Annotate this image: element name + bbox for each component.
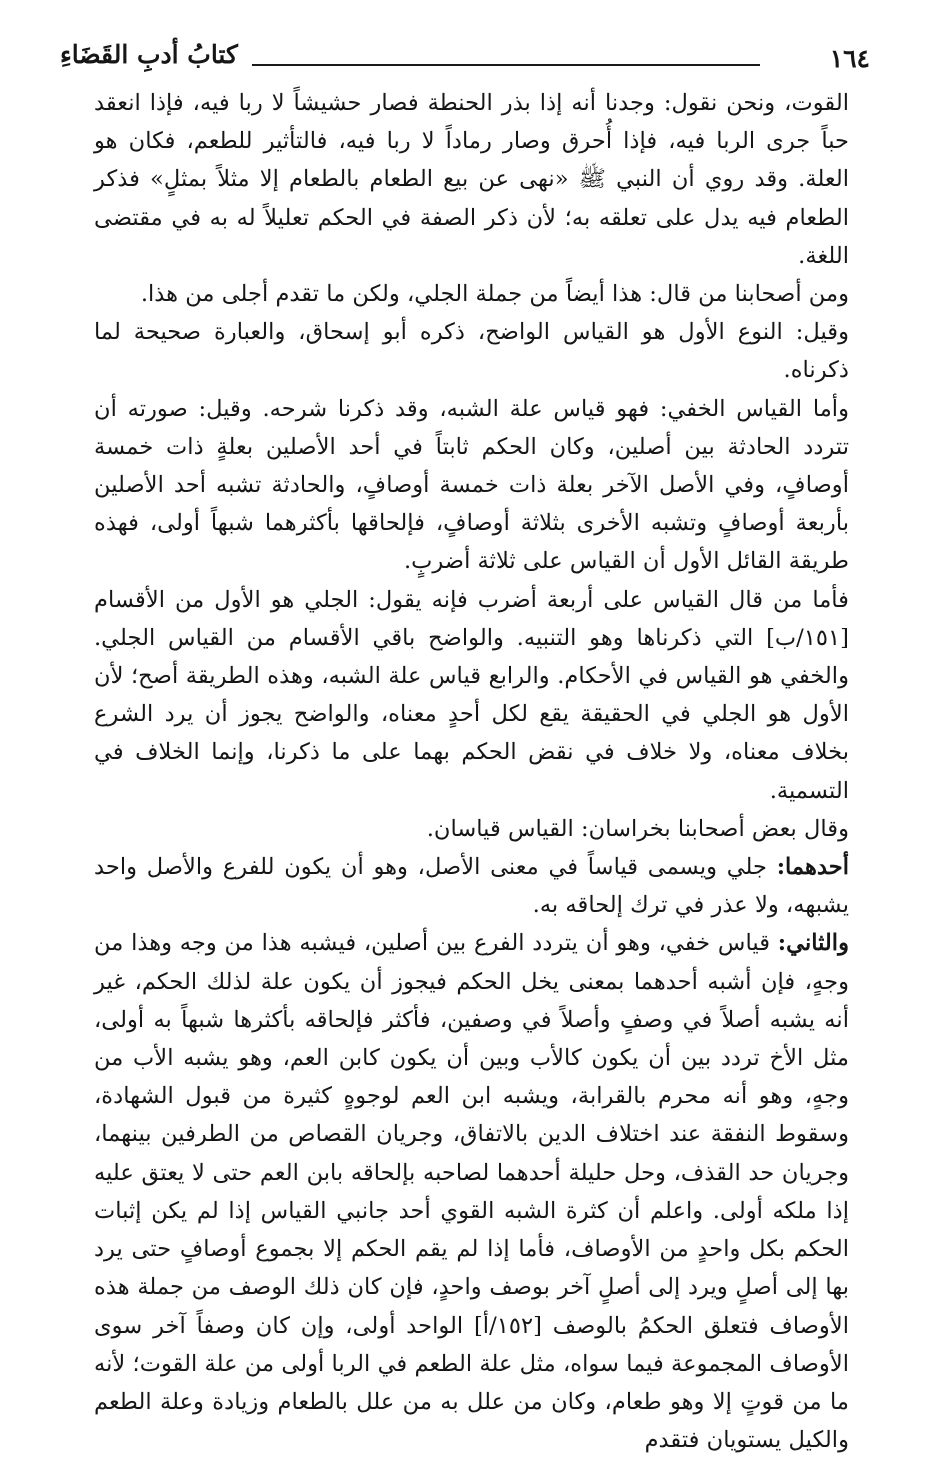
paragraph: ومن أصحابنا من قال: هذا أيضاً من جملة الجلي، ولكن ما تقدم أجلى من هذا. xyxy=(140,281,849,308)
paragraph-body: جلي ويسمى قياساً في معنى الأصل، وهو أن يكون للفرع والأصل واحد يشبهه، ولا عذر في ترك إلحاقه به. xyxy=(94,854,849,919)
page-header xyxy=(60,38,870,84)
paragraph-lead: أحدهما: xyxy=(776,854,849,881)
paragraph-lead: والثاني: xyxy=(777,930,849,957)
body-text xyxy=(94,84,849,1454)
paragraph-body: قياس خفي، وهو أن يتردد الفرع بين أصلين، فيشبه هذا من وجه وهذا من وجهٍ، فإن أشبه أحدهما بمعنى يخل الحكم فيجوز أن يكون علة لذلك الحكم، غير أنه يشبه أصلاً في وصفٍ وأصلاً في وصفين، فأكثر فإلحاقه بأكثرها شبهاً به أولى، مثل الأخ تردد بين أن يكون كالأب وبين أن يكون كابن العم، وهو يشبه الأب من وجهٍ، وهو أنه محرم بالقرابة، ويشبه ابن العم لوجوهٍ كثيرة من قبول الشهادة، وسقوط النفقة عند اختلاف الدين بالاتفاق، وجريان القصاص من الطرفين بينهما، وجريان حد القذف، وحل حليلة أحدهما لصاحبه بإلحاقه بابن العم حتى لا يعتق عليه إذا ملكه أولى. واعلم أن كثرة الشبه القوي أحد جانبي القياس إذا لم يكن إثبات الحكم بكل واحدٍ من الأوصاف، فأما إذا لم يقم الحكم إلا بجموع أوصافٍ حتى يرد بها إلى أصلٍ ويرد إلى أصلٍ آخر بوصف واحدٍ، فإن كان ذلك الوصف من جملة هذه الأوصاف فتعلق الحكمُ بالوصف [١٥٢/أ] الواحد أولى، وإن كان وصفاً آخر سوى الأوصاف المجموعة فيما سواه، مثل علة الطعم في الربا أولى من علة القوت؛ لأنه ما من قوتٍ إلا وهو طعام، وكان من علل به من علل بالطعام وزيادة وعلة الطعم والكيل يستويان فتقدم xyxy=(94,930,849,1454)
paragraph: وقيل: النوع الأول هو القياس الواضح، ذكره أبو إسحاق، والعبارة صحيحة لما ذكرناه. xyxy=(94,319,849,384)
paragraph xyxy=(94,848,849,924)
paragraph xyxy=(94,924,849,1459)
paragraph: القوت، ونحن نقول: وجدنا أنه إذا بذر الحنطة فصار حشيشاً لا ربا فيه، فإذا انعقد حباً جرى الربا فيه، فإذا أُحرق وصار رماداً لا ربا فيه، فالتأثير للطعم، فكان هو العلة. وقد روي أن النبي ﷺ «نهى عن بيع الطعام بالطعام إلا مثلاً بمثلٍ» فذكر الطعام فيه يدل على تعلقه به؛ لأن ذكر الصفة في الحكم تعليلاً له به في مقتضى اللغة. xyxy=(94,90,849,269)
paragraph: وأما القياس الخفي: فهو قياس علة الشبه، وقد ذكرنا شرحه. وقيل: صورته أن تتردد الحادثة بين أصلين، وكان الحكم ثابتاً في أحد الأصلين بعلةٍ ذات خمسة أوصافٍ، وفي الأصل الآخر بعلة ذات خمسة أوصافٍ، والحادثة تشبه أحد الأصلين بأربعة أوصافٍ وتشبه الأخرى بثلاثة أوصافٍ، فإلحاقها بأكثرهما شبهاً أولى، فهذه طريقة القائل الأول أن القياس على ثلاثة أضربٍ. xyxy=(94,395,849,575)
header-rule xyxy=(252,64,760,66)
running-title: كتابُ أدبِ القَضَاءِ xyxy=(60,40,238,69)
page-number: ١٦٤ xyxy=(829,44,870,73)
paragraph: فأما من قال القياس على أربعة أضرب فإنه يقول: الجلي هو الأول من الأقسام [١٥١/ب] التي ذكرناها وهو التنبيه. والواضح باقي الأقسام من القياس الجلي. والخفي هو القياس في الأحكام. والرابع قياس علة الشبه، وهذه الطريقة أصح؛ لأن الأول هو الجلي في الحقيقة يقع لكل أحدٍ معناه، والواضح يجوز أن يرد الشرع بخلاف معناه، ولا خلاف في نقض الحكم بهما على ما ذكرنا، وإنما الخلاف في التسمية. xyxy=(94,586,849,804)
paragraph: وقال بعض أصحابنا بخراسان: القياس قياسان. xyxy=(426,815,849,842)
